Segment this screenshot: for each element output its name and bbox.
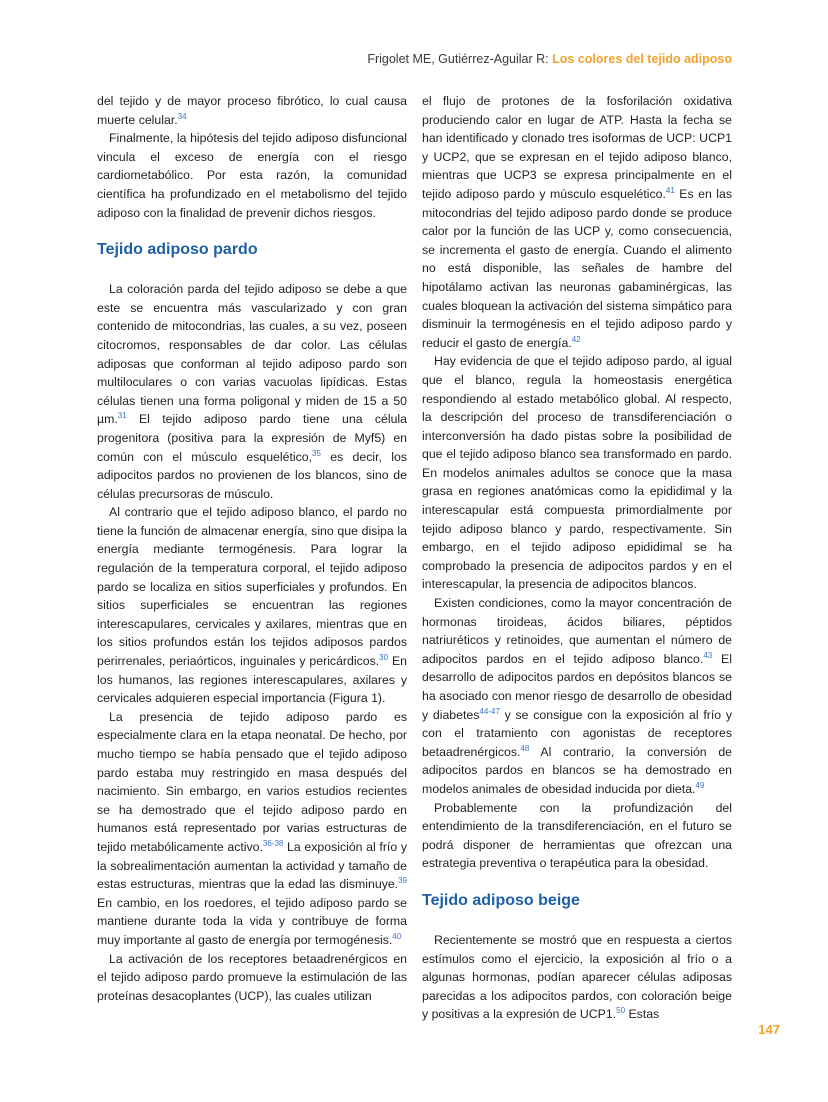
citation-ref[interactable]: 48 — [520, 743, 530, 753]
paragraph: La activación de los receptores betaadrenérgicos en el tejido adiposo pardo promueve la estimulación de las proteínas desacoplantes (UCP), las cuales utilizan — [97, 951, 407, 1003]
citation-ref[interactable]: 35 — [312, 448, 321, 458]
citation-ref[interactable]: 43 — [703, 650, 713, 660]
citation-ref[interactable]: 36-38 — [262, 838, 284, 848]
citation-ref[interactable]: 50 — [616, 1006, 626, 1016]
paragraph: el flujo de protones de la fosforilación oxidativa produciendo calor en lugar de ATP. Hasta la fecha se han identificado y clonado tres isoformas de UCP: UCP1 y UCP2, que se expresan en el tejido adiposo blanco, mientras que UCP3 se expresa principalmente en el tejido adiposo pardo y músculo esquelético.$^{41}$ Es en las mitocondrias del tejido adiposo pardo donde se produce calor por la función de las UCP y, como consecuencia, se incrementa el gasto de energía. Cuando el alimento no está disponible, las señales de hambre del hipotálamo activan las neuronas gabaminérgicas, las cuales bloquean la activación del sistema simpático para disminuir la termogénesis en el tejido adiposo pardo y reducir el gasto de energía.$^{42}$ — [422, 94, 733, 350]
header-authors: Frigolet ME, Gutiérrez-Aguilar R: — [367, 52, 553, 66]
citation-ref[interactable]: 42 — [571, 334, 581, 344]
paragraph: Finalmente, la hipótesis del tejido adiposo disfuncional vincula el exceso de energía con el riesgo cardiometabólico. Por esta razón, la comunidad científica ha profundizado en el metabolismo del tejido adiposo con la finalidad de prevenir dichos riesgos. — [97, 131, 407, 220]
citation-ref[interactable]: 49 — [695, 780, 705, 790]
paragraph: del tejido y de mayor proceso fibrótico, lo cual causa muerte celular.$^{34}$ — [97, 94, 407, 127]
paragraph: La coloración parda del tejido adiposo se debe a que este se encuentra más vascularizado y con gran contenido de mitocondrias, las cuales, a su vez, poseen citocromos, responsables de dar color. Las células adiposas que conforman al tejido adiposo pardo son multiloculares o con varias vacuolas lipídicas. Estas células tienen una forma poligonal y miden de 15 a 50 µm.$^{31}$ El tejido adiposo pardo tiene una célula progenitora (positiva para la expresión de Myf5) en común con el músculo esquelético,$^{35}$ es decir, los adipocitos pardos no provienen de los blancos, sino de células precursoras de músculo. — [97, 282, 407, 501]
citation-ref[interactable]: 34 — [177, 111, 187, 121]
right-column — [422, 92, 732, 1024]
paragraph: Probablemente con la profundización del entendimiento de la transdiferenciación, en el futuro se podrá disponer de herramientas que ofrezcan una estrategia preventiva o terapéutica para la obesidad. — [422, 800, 732, 871]
running-header — [367, 52, 732, 66]
paragraph: Existen condiciones, como la mayor concentración de hormonas tiroideas, ácidos biliares, péptidos natriuréticos y retinoides, que aumentan el número de adipocitos pardos en el tejido adiposo blanco.$^{43}$ El desarrollo de adipocitos pardos en depósitos blancos se ha asociado con menor riesgo de desarrollo de obesidad y diabetes$^{44-47}$ y se consigue con la exposición al frío y con el tratamiento con agonistas de receptores betaadrenérgicos.$^{48}$ Al contrario, la conversión de adipocitos pardos en blancos se ha demostrado en modelos animales de obesidad inducida por dieta.$^{49}$ — [422, 596, 732, 796]
page-number: 147 — [758, 1022, 780, 1037]
citation-ref[interactable]: 44-47 — [479, 706, 500, 716]
citation-ref[interactable]: 41 — [665, 185, 675, 195]
section-heading-beige: Tejido adiposo beige — [422, 891, 580, 909]
citation-ref[interactable]: 40 — [392, 931, 402, 941]
citation-ref[interactable]: 30 — [379, 652, 389, 662]
citation-ref[interactable]: 31 — [117, 411, 127, 421]
citation-ref[interactable]: 39 — [398, 876, 407, 886]
paragraph: La presencia de tejido adiposo pardo es especialmente clara en la etapa neonatal. De hecho, por mucho tiempo se había pensado que el tejido adiposo pardo estaba muy restringido en masa después del nacimiento. Sin embargo, en varios estudios recientes se ha demostrado que el tejido adiposo pardo en humanos está representado por varias estructuras de tejido metabólicamente activo.$^{36-38}$ La exposición al frío y la sobrealimentación aumentan la actividad y tamaño de estas estructuras, mientras que la edad las disminuye.$^{39}$ En cambio, en los roedores, el tejido adiposo pardo se mantiene durante toda la vida y contribuye de forma muy importante al gasto de energía por termogénesis.$^{40}$ — [97, 709, 407, 947]
left-column — [97, 92, 407, 1005]
paragraph: Al contrario que el tejido adiposo blanco, el pardo no tiene la función de almacenar energía, sino que disipa la energía mediante termogénesis. Para lograr la regulación de la temperatura corporal, el tejido adiposo pardo se localiza en sitios superficiales y profundos. En sitios superficiales se encuentran las regiones interescapulares, cervicales y axilares, mientras que en los sitios profundos están los tejidos adiposos pardos perirrenales, periaórticos, inguinales y pericárdicos.$^{30}$ En los humanos, las regiones interescapulares, axilares y cervicales adquieren especial importancia (Figura 1). — [97, 505, 407, 706]
paragraph: Recientemente se mostró que en respuesta a ciertos estímulos como el ejercicio, la exposición al frío o a algunas hormonas, podían aparecer células adiposas parecidas a los adipocitos pardos, con coloración beige y positivas a la expresión de UCP1.50 Estas — [422, 932, 732, 1022]
header-article-title: Los colores del tejido adiposo — [552, 52, 732, 66]
paragraph: Hay evidencia de que el tejido adiposo pardo, al igual que el blanco, regula la homeostasis energética respondiendo al estado metabólico global. Al respecto, la descripción del proceso de transdiferenciación o interconversión ha dado pistas sobre la posibilidad de que el tejido adiposo blanco sea transformado en pardo. En modelos animales adultos se conoce que la masa grasa en regiones anatómicas como la epididimal y la interescapular está compuesta primordialmente por tejido adiposo blanco y pardo, respectivamente. Sin embargo, en el tejido adiposo epididimal se ha comprobado la presencia de adipocitos pardos y en el interescapular, la presencia de adipocitos blancos. — [422, 354, 732, 592]
section-heading-pardo: Tejido adiposo pardo — [97, 241, 258, 259]
